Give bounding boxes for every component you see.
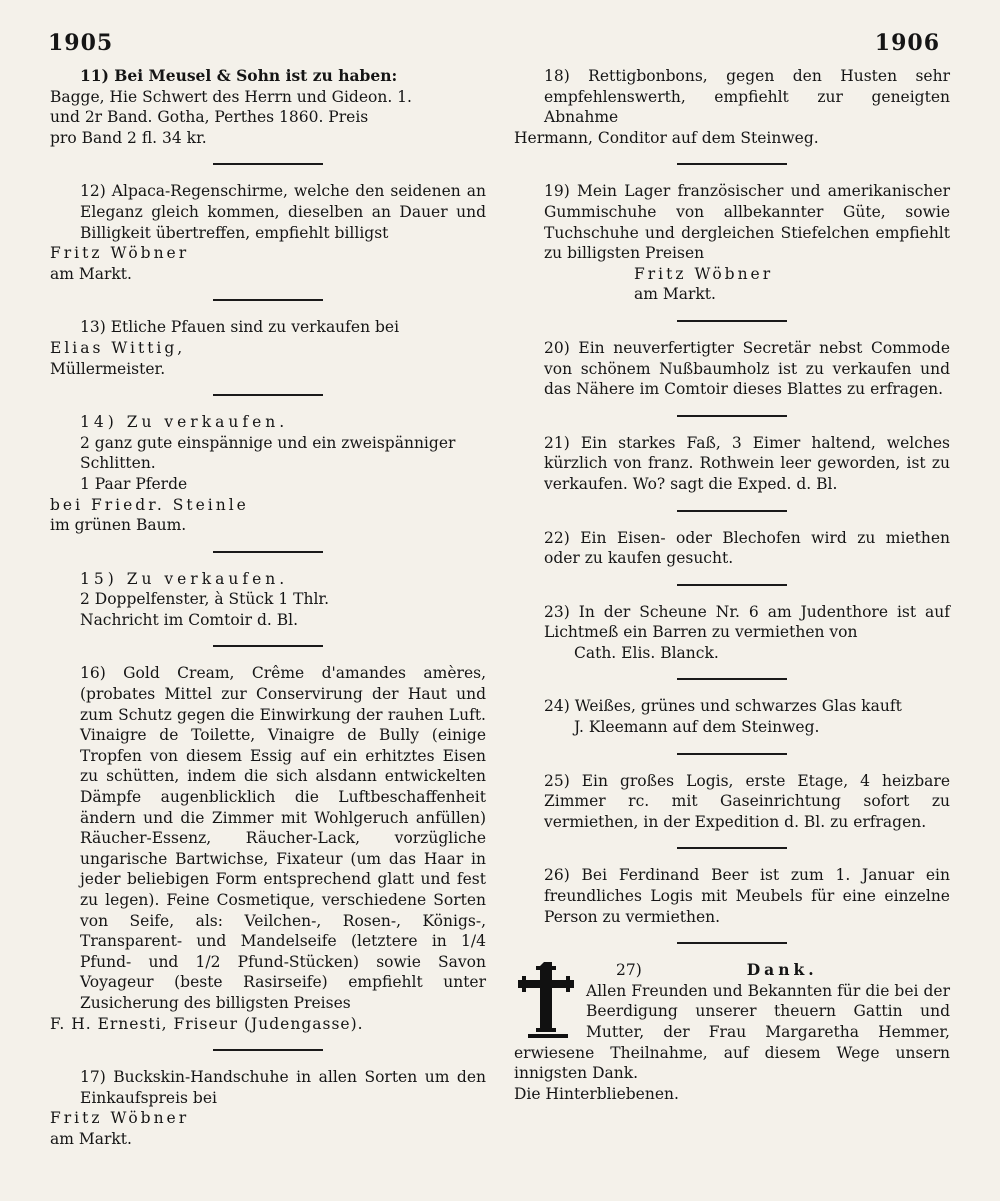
divider-rule [213,299,323,301]
ad-14 [50,412,486,536]
ad-12 [50,181,486,284]
ad-11-line1: 11) Bei Meusel & Sohn ist zu haben: [80,66,398,85]
divider-rule [677,847,787,849]
ad-27 [514,960,950,1104]
ad-23-text: 23) In der Scheune Nr. 6 am Judenthore ist auf Lichtmeß ein Barren zu vermiethen von [544,602,950,642]
ad-17-text: 17) Buckskin-Handschuhe in allen Sorten um den Einkaufspreis bei [80,1068,486,1107]
ad-15-line1: 2 Doppelfenster, à Stück 1 Thlr. [80,590,330,609]
ad-14-line3: 1 Paar Pferde [80,474,188,493]
divider-rule [213,551,323,553]
ad-14-signature: bei Friedr. Steinle [50,495,249,514]
ad-19 [514,181,950,305]
ad-25 [514,771,950,833]
left-column [50,66,486,1150]
ad-15-heading: 15) Zu verkaufen. [80,569,289,588]
ad-14-address: im grünen Baum. [50,516,187,535]
ad-18-signature: Hermann, Conditor auf dem Steinweg. [514,128,819,147]
left-page-number: 1905 [48,30,114,56]
ad-16-text: 16) Gold Cream, Crême d'amandes amères, (probates Mittel zur Conservirung der Haut und zum Schutz gegen die Einwirkung der rauhen Luft. Vinaigre de Toilette, Vinaigre de Bully (einige Tropfen von diesem Essig auf ein erhitztes Eisen zu schütten, indem die sich alsdann entwickelten Dämpfe augenblicklich die Luftbeschaffenheit ändern und die Zimmer mit Wohlgeruch anfüllen) Räucher-Essenz, Räucher-Lack, vorzügliche ungarische Bartwichse, Fixateur (um das Haar in jeder beliebigen Form entsprechend glatt und fest zu legen). Feine Cosmetique, verschiedene Sorten von Seife, als: Veilchen-, Rosen-, Königs-, Transparent- und Mandelseife (letztere in 1/4 Pfund- und 1/2 Pfund-Stücken) sowie Savon Voyageur (beste Rasirseife) empfiehlt unter Zusicherung des billigsten Preises [80,664,486,1012]
ad-24-signature: J. Kleemann auf dem Steinweg. [574,718,820,737]
ad-12-address: am Markt. [50,264,132,283]
ad-12-text: 12) Alpaca-Regenschirme, welche den seidenen an Eleganz gleich kommen, dieselben an Dauer und Billigkeit übertreffen, empfiehlt billigst [80,182,486,242]
ad-15-line2: Nachricht im Comtoir d. Bl. [80,610,299,629]
ad-13-signature: Elias Wittig, [50,338,186,357]
ad-23-signature: Cath. Elis. Blanck. [574,643,719,662]
divider-rule [677,942,787,944]
ad-25-text: 25) Ein großes Logis, erste Etage, 4 heizbare Zimmer rc. mit Gaseinrichtung sofort zu vermiethen, in der Expedition d. Bl. zu erfragen. [544,771,950,831]
ad-17-address: am Markt. [50,1129,132,1148]
ad-21 [514,433,950,495]
ad-19-signature: Fritz Wöbner [634,264,774,283]
ad-26-text: 26) Bei Ferdinand Beer ist zum 1. Januar ein freundliches Logis mit Meubels für eine einzelne Person zu vermiethen. [544,866,950,926]
ad-26 [514,865,950,927]
divider-rule [213,394,323,396]
ad-13 [50,317,486,379]
ad-15 [50,569,486,631]
divider-rule [677,510,787,512]
ad-17-signature: Fritz Wöbner [50,1109,190,1128]
divider-rule [677,753,787,755]
ad-11 [50,66,486,148]
divider-rule [213,645,323,647]
ad-11-line3: und 2r Band. Gotha, Perthes 1860. Preis [50,108,369,127]
divider-rule [677,415,787,417]
ad-22 [514,528,950,569]
ad-14-heading: 14) Zu verkaufen. [80,413,289,432]
right-page-number: 1906 [874,30,940,56]
ad-18-text: 18) Rettigbonbons, gegen den Husten sehr empfehlenswerth, empfiehlt zur geneigten Abnahme [544,67,950,127]
ad-16 [50,663,486,1034]
ad-24-text: 24) Weißes, grünes und schwarzes Glas kauft [544,697,902,716]
ad-24 [514,696,950,737]
ad-19-text: 19) Mein Lager französischer und amerikanischer Gummischuhe von allbekannter Güte, sowie Tuchschuhe und dergleichen Stiefelchen empfiehlt zu billigsten Preisen [544,182,950,263]
ad-27-heading: Dank. [746,960,818,980]
ad-16-signature: F. H. Ernesti, Friseur (Judengasse). [50,1014,364,1033]
divider-rule [677,320,787,322]
divider-rule [677,678,787,680]
right-column [514,66,950,1104]
ad-27-number: 27) [616,961,642,980]
ad-11-line2: Bagge, Hie Schwert des Herrn und Gideon. 1. [50,87,412,106]
ad-11-line4: pro Band 2 fl. 34 kr. [50,128,207,147]
ad-20-text: 20) Ein neuverfertigter Secretär nebst Commode von schönem Nußbaumholz ist zu verkaufen und das Nähere im Comtoir dieses Blattes zu erfragen. [544,338,950,399]
ad-17 [50,1067,486,1149]
ad-27-text: Allen Freunden und Bekannten für die bei der Beerdigung unserer theuern Gattin und Mutter, der Frau Margaretha Hemmer, erwiesene Theilnahme, auf diesem Wege unsern innigsten Dank. [514,981,950,1083]
ad-14-line1: 2 ganz gute einspännige und ein zweispänniger [80,433,456,452]
ad-12-signature: Fritz Wöbner [50,244,190,263]
ad-22-text: 22) Ein Eisen- oder Blechofen wird zu miethen oder zu kaufen gesucht. [544,528,950,568]
ad-13-text: 13) Etliche Pfauen sind zu verkaufen bei [80,318,400,337]
divider-rule [213,163,323,165]
divider-rule [213,1049,323,1051]
ad-27-header-line [514,960,950,981]
cross-icon [518,960,578,1040]
ad-19-address: am Markt. [634,285,716,304]
ad-13-title: Müllermeister. [50,359,166,378]
ad-21-text: 21) Ein starkes Faß, 3 Eimer haltend, welches kürzlich von franz. Rothwein leer geworden, ist zu verkaufen. Wo? sagt die Exped. d. Bl. [544,433,950,493]
ad-27-signature: Die Hinterbliebenen. [514,1084,679,1103]
ad-14-line2: Schlitten. [80,454,156,473]
ad-18 [514,66,950,148]
divider-rule [677,163,787,165]
ad-23 [514,602,950,664]
divider-rule [677,584,787,586]
ad-20 [514,338,950,400]
